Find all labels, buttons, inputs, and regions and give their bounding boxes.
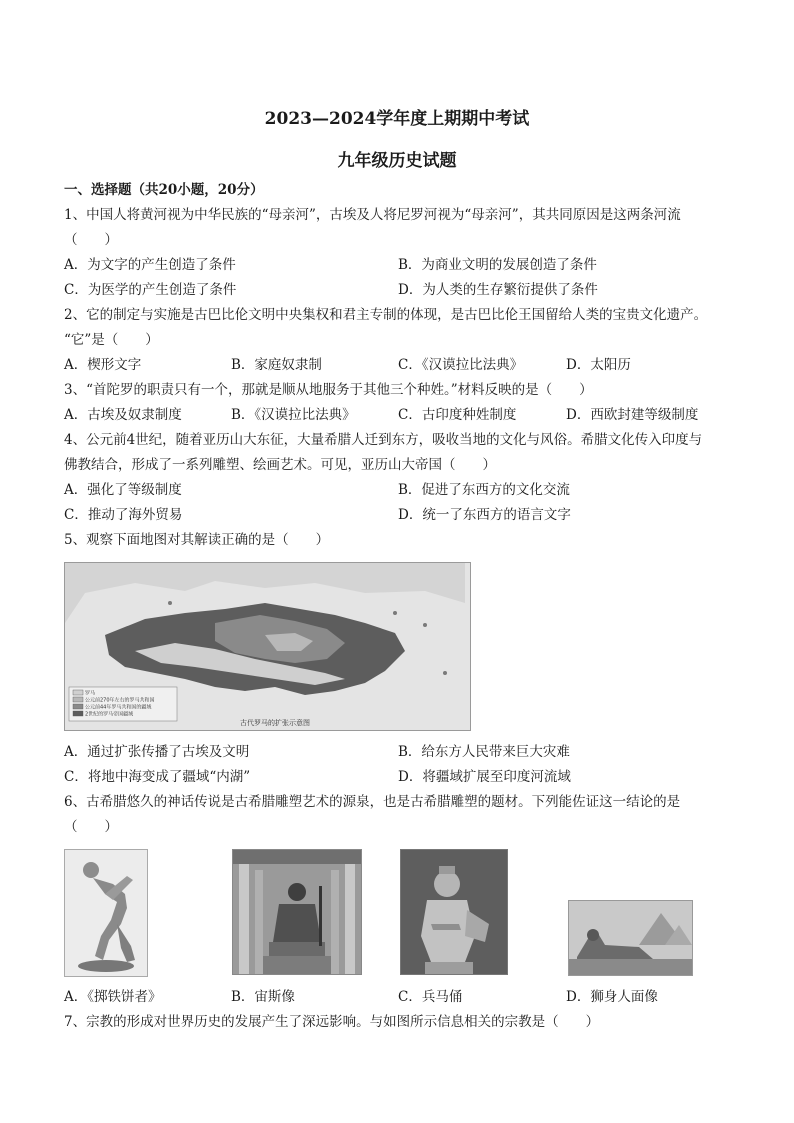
q5-option-c: C．将地中海变成了疆域“内湖”: [64, 769, 251, 785]
q2-option-a: A．楔形文字: [64, 357, 142, 373]
q6-option-c: C．兵马俑: [398, 989, 463, 1005]
q4-option-d: D．统一了东西方的语言文字: [398, 507, 571, 523]
q5-option-a: A．通过扩张传播了古埃及文明: [64, 744, 250, 760]
map-caption: 古代罗马的扩张示意图: [240, 719, 310, 727]
q2-option-b: B．家庭奴隶制: [231, 357, 322, 373]
q2-stem-2: “它”是（ ）: [64, 332, 159, 348]
q4-option-a: A．强化了等级制度: [64, 482, 182, 498]
q2-stem: 2、它的制定与实施是古巴比伦文明中央集权和君主专制的体现，是古巴比伦王国留给人类的宝贵文化遗产。: [64, 307, 708, 323]
q2-option-c: C．《汉谟拉比法典》: [398, 357, 524, 373]
map-legend-2: 公元前270年左右的罗马共和国: [85, 697, 155, 704]
section-heading: 一、选择题（共20小题，20分）: [64, 182, 264, 198]
terracotta-warrior-image: [400, 849, 508, 975]
map-drawing: [65, 563, 470, 730]
q4-option-b: B．促进了东西方的文化交流: [398, 482, 570, 498]
q3-stem: 3、“首陀罗的职责只有一个，那就是顺从地服务于其他三个种姓。”材料反映的是（ ）: [64, 382, 593, 398]
q1-option-a: A．为文字的产生创造了条件: [64, 257, 236, 273]
rome-expansion-map: [64, 562, 471, 731]
q1-blank: （ ）: [64, 232, 118, 248]
q6-stem: 6、古希腊悠久的神话传说是古希腊雕塑艺术的源泉，也是古希腊雕塑的题材。下列能佐证这一结论的是: [64, 794, 681, 810]
discobolus-image: [64, 849, 148, 977]
q3-option-a: A．古埃及奴隶制度: [64, 407, 182, 423]
q5-option-d: D．将疆域扩展至印度河流域: [398, 769, 571, 785]
q1-option-d: D．为人类的生存繁衍提供了条件: [398, 282, 598, 298]
q3-option-d: D．西欧封建等级制度: [566, 407, 699, 423]
q1-option-c: C．为医学的产生创造了条件: [64, 282, 237, 298]
exam-subtitle: 九年级历史试题: [337, 151, 457, 171]
q5-stem: 5、观察下面地图对其解读正确的是（ ）: [64, 532, 330, 548]
q4-stem-2: 佛教结合，形成了一系列雕塑、绘画艺术。可见，亚历山大帝国（ ）: [64, 457, 496, 473]
q1-option-b: B．为商业文明的发展创造了条件: [398, 257, 597, 273]
sphinx-image: [568, 900, 693, 976]
q1-stem: 1、中国人将黄河视为中华民族的“母亲河”，古埃及人将尼罗河视为“母亲河”，其共同原因是这两条河流: [64, 207, 681, 223]
q3-option-b: B．《汉谟拉比法典》: [231, 407, 356, 423]
exam-title: 2023—2024学年度上期期中考试: [264, 109, 530, 129]
map-legend-4: 2世纪的罗马帝国疆域: [85, 711, 134, 718]
q4-option-c: C．推动了海外贸易: [64, 507, 183, 523]
map-legend-1: 罗马: [85, 690, 96, 697]
zeus-statue-image: [232, 849, 362, 975]
q3-option-c: C．古印度种姓制度: [398, 407, 517, 423]
q4-stem: 4、公元前4世纪，随着亚历山大东征，大量希腊人迁到东方，吸收当地的文化与风俗。希腊文化传入印度与: [64, 432, 703, 448]
map-legend-3: 公元前44年罗马共和国的疆域: [85, 704, 152, 711]
q6-option-d: D．狮身人面像: [566, 989, 658, 1005]
q2-option-d: D．太阳历: [566, 357, 631, 373]
q6-option-b: B．宙斯像: [231, 989, 295, 1005]
q6-blank: （ ）: [64, 819, 118, 835]
q7-stem: 7、宗教的形成对世界历史的发展产生了深远影响。与如图所示信息相关的宗教是（ ）: [64, 1014, 600, 1030]
q5-option-b: B．给东方人民带来巨大灾难: [398, 744, 570, 760]
q6-option-a: A．《掷铁饼者》: [64, 989, 162, 1005]
